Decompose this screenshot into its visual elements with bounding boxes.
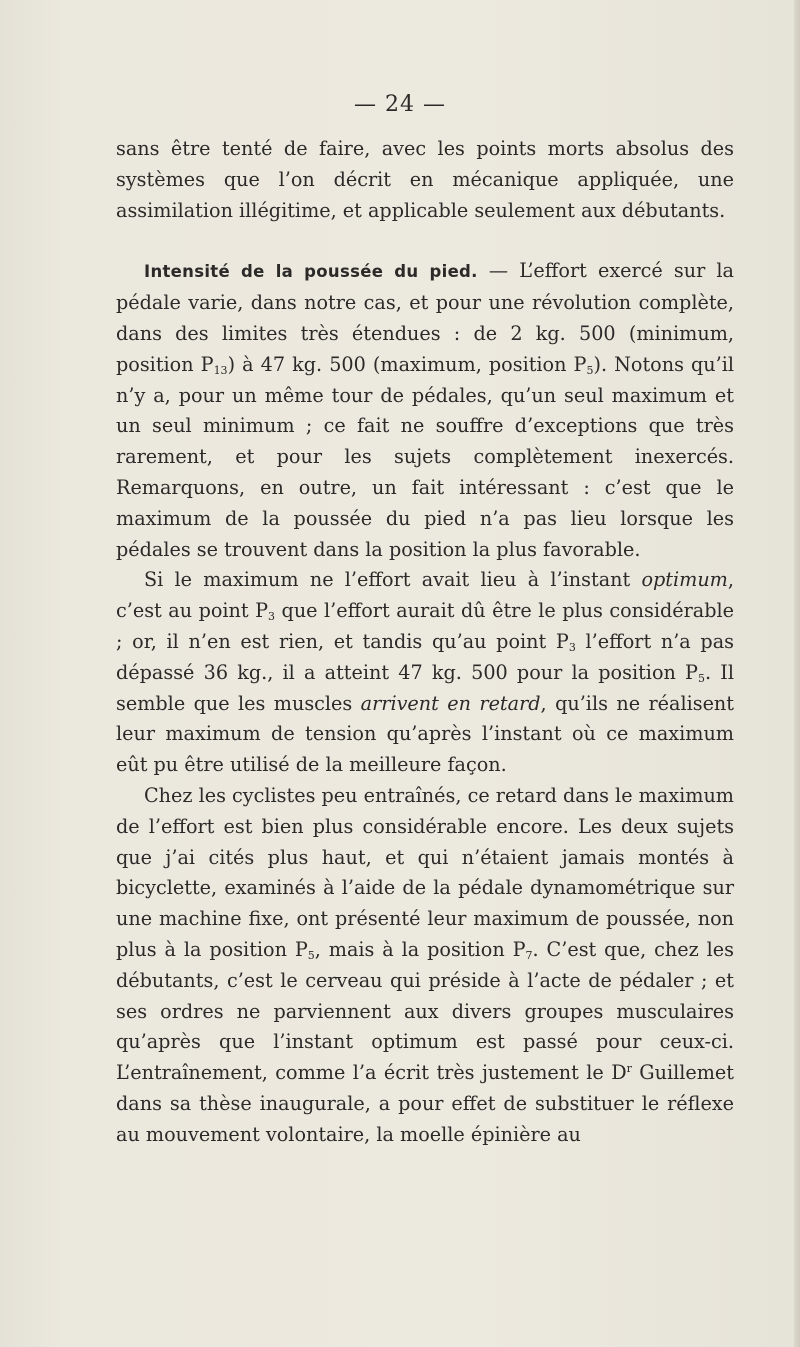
section-spacer <box>116 226 734 256</box>
subscript: 3 <box>568 640 576 654</box>
text-run: Chez les cyclistes peu entraînés, ce retard dans le maximum de l’effort est bien plus considérable encore. Les deux sujets que j’ai cités plus haut, et qui n’étaient jamais montés à bicyclette, examinés à l’aide de la pédale dynamométrique sur une machine fixe, ont présenté leur maximum de poussée, non plus à la position P <box>116 783 734 961</box>
superscript: r <box>626 1062 632 1076</box>
subscript: 5 <box>307 948 315 962</box>
subscript: 5 <box>697 671 705 685</box>
subscript: 7 <box>525 948 533 962</box>
text-run: . C’est que, chez les débutants, c’est le cerveau qui préside à l’acte de pédaler ; et ses ordres ne parviennent aux divers groupes musculaires qu’après que l’instant optimum est passé pour ceux-ci. L’entraînement, comme l’a écrit très justement le D <box>116 937 734 1085</box>
body-text <box>116 134 734 1151</box>
italic-text: optimum <box>641 568 728 592</box>
page-edge <box>794 0 800 1347</box>
text-run: ) à 47 kg. 500 (maximum, position P <box>227 352 587 376</box>
page-number: — 24 — <box>354 92 446 117</box>
text-run: . Il semble que les muscles <box>116 660 734 715</box>
paragraph-section-intensite <box>116 256 734 565</box>
text-run: l’effort n’a pas dépassé 36 kg., il a atteint 47 kg. 500 pour la position P <box>116 629 734 684</box>
text-run: , qu’ils ne réalisent leur maximum de tension qu’après l’instant où ce maximum eût pu être utilisé de la meilleure façon. <box>116 691 734 777</box>
paragraph-continuation: sans être tenté de faire, avec les points morts absolus des systèmes que l’on décrit en mécanique appliquée, une assimilation illégitime, et applicable seulement aux débutants. <box>116 137 734 222</box>
text-run: ). Notons qu’il n’y a, pour un même tour de pédales, qu’un seul maximum et un seul minimum ; ce fait ne souffre d’exceptions que très rarement, et pour les sujets complètement inexercés. Remarquons, en outre, un fait intéressant : c’est que le maximum de la poussée du pied n’a pas lieu lorsque les pédales se trouvent dans la position la plus favorable. <box>116 352 735 561</box>
text-run: Guillemet dans sa thèse inaugurale, a pour effet de substituer le réflexe au mouvement volontaire, la moelle épinière au <box>116 1061 734 1146</box>
subscript: 3 <box>268 610 276 624</box>
italic-text: arrivent en retard <box>360 691 541 715</box>
subscript: 13 <box>213 363 228 377</box>
text-run: , c’est au point P <box>116 568 734 623</box>
text-run: — L’effort exercé sur la pédale varie, dans notre cas, et pour une révolution complète, dans des limites très étendues : de 2 kg. 500 (minimum, position P <box>116 259 734 376</box>
paragraph-optimum <box>116 565 734 781</box>
subscript: 5 <box>586 363 594 377</box>
text-run: Si le maximum ne l’effort avait lieu à l’instant <box>144 568 642 592</box>
text-run: que l’effort aurait dû être le plus considérable ; or, il n’en est rien, et tandis qu’au point P <box>116 599 734 653</box>
text-run: , mais à la position P <box>314 937 526 961</box>
section-heading: Intensité de la poussée du pied. <box>144 262 478 282</box>
paragraph-cyclistes <box>116 781 734 1151</box>
